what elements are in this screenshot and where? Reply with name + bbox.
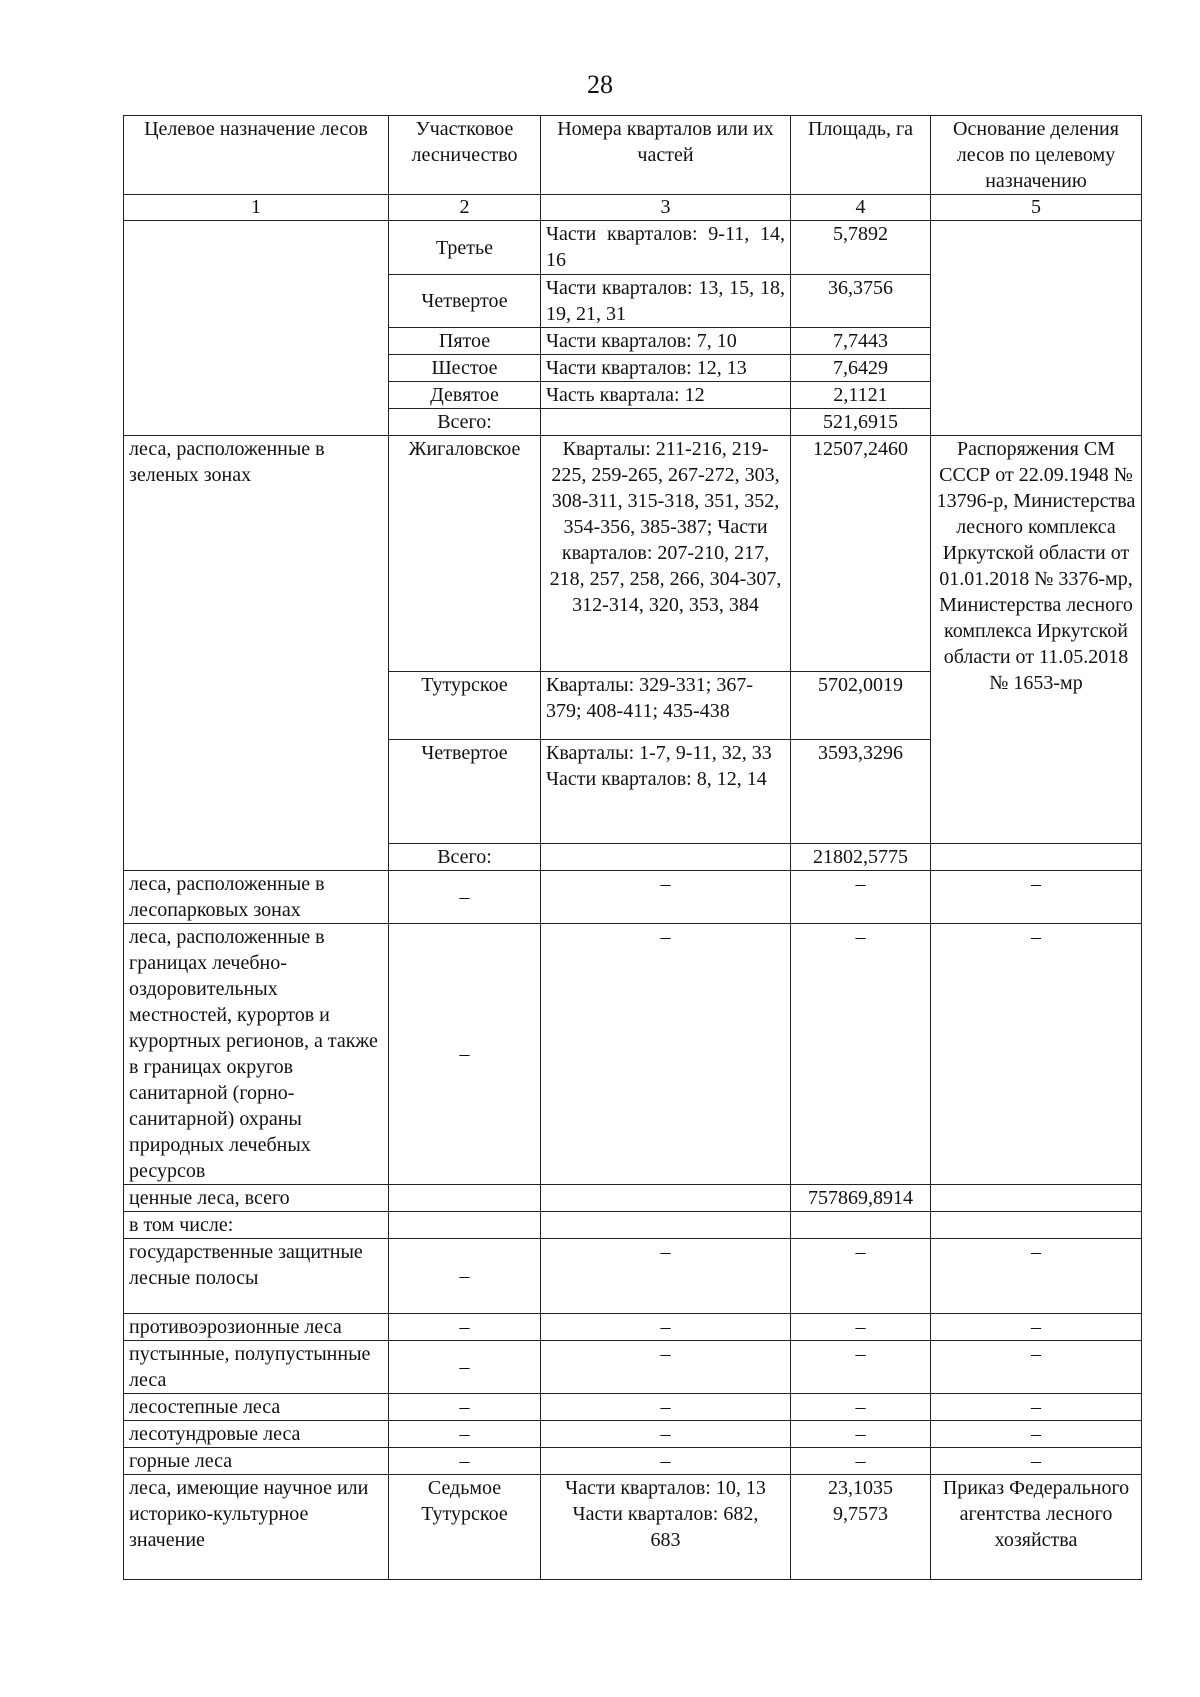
table-row bbox=[124, 1421, 1142, 1448]
forestry-cell: Жигаловское bbox=[389, 436, 541, 672]
column-number: 1 bbox=[124, 195, 389, 221]
purpose-cell: леса, имеющие научное или историко-культурное значение bbox=[124, 1475, 389, 1580]
dash-cell: – bbox=[389, 1239, 541, 1314]
dash-cell: – bbox=[791, 1239, 931, 1314]
table-row bbox=[124, 1394, 1142, 1421]
table-header-row bbox=[124, 116, 1142, 195]
column-numbers-row bbox=[124, 195, 1142, 221]
dash-cell: – bbox=[541, 871, 791, 924]
empty-cell bbox=[541, 409, 791, 436]
column-number: 4 bbox=[791, 195, 931, 221]
forestry-cell: Четвертое bbox=[389, 740, 541, 844]
dash-cell: – bbox=[389, 871, 541, 924]
dash-cell: – bbox=[541, 1314, 791, 1341]
basis-cell: Приказ Федерального агентства лесного хозяйства bbox=[931, 1475, 1142, 1580]
dash-cell: – bbox=[389, 1421, 541, 1448]
empty-cell bbox=[389, 1185, 541, 1212]
dash-cell: – bbox=[931, 1314, 1142, 1341]
forest-purpose-table bbox=[123, 115, 1142, 1580]
empty-cell bbox=[931, 844, 1142, 871]
dash-cell: – bbox=[791, 871, 931, 924]
table-row bbox=[124, 1185, 1142, 1212]
header-area: Площадь, га bbox=[791, 116, 931, 195]
quarters-cell: Части кварталов: 7, 10 bbox=[541, 328, 791, 355]
purpose-cell: горные леса bbox=[124, 1448, 389, 1475]
empty-cell bbox=[541, 844, 791, 871]
table-row bbox=[124, 1314, 1142, 1341]
purpose-cell: лесостепные леса bbox=[124, 1394, 389, 1421]
purpose-cell: лесотундровые леса bbox=[124, 1421, 389, 1448]
dash-cell: – bbox=[931, 1421, 1142, 1448]
quarters-cell: Кварталы: 211-216, 219-225, 259-265, 267-272, 303, 308-311, 315-318, 351, 352, 354-356, 385-387; Части кварталов: 207-210, 217, 218, 257, 258, 266, 304-307, 312-314, 320, 353, 384 bbox=[541, 436, 791, 672]
area-cell: 2,1121 bbox=[791, 382, 931, 409]
total-area: 21802,5775 bbox=[791, 844, 931, 871]
area-cell: 23,1035 bbox=[791, 1475, 931, 1502]
area-cell: 12507,2460 bbox=[791, 436, 931, 672]
quarters-cell: Часть квартала: 12 bbox=[541, 382, 791, 409]
dash-cell: – bbox=[541, 1448, 791, 1475]
area-cell: 5702,0019 bbox=[791, 672, 931, 740]
dash-cell: – bbox=[791, 924, 931, 1185]
header-purpose: Целевое назначение лесов bbox=[124, 116, 389, 195]
total-label: Всего: bbox=[389, 409, 541, 436]
table-row bbox=[124, 436, 1142, 672]
dash-cell: – bbox=[791, 1341, 931, 1394]
empty-cell bbox=[389, 1212, 541, 1239]
forestry-cell: Тутурское bbox=[389, 1501, 541, 1579]
page-number: 28 bbox=[587, 70, 613, 99]
header-basis: Основание деления лесов по целевому назначению bbox=[931, 116, 1142, 195]
dash-cell: – bbox=[931, 1341, 1142, 1394]
header-quarters: Номера кварталов или их частей bbox=[541, 116, 791, 195]
dash-cell: – bbox=[791, 1448, 931, 1475]
basis-cell: Распоряжения СМ СССР от 22.09.1948 № 13796-р, Министерства лесного комплекса Иркутской области от 01.01.2018 № 3376-мр, Министерства лесного комплекса Иркутской области от 11.05.2018 № 1653-мр bbox=[931, 436, 1142, 844]
purpose-cell: леса, расположенные в зеленых зонах bbox=[124, 436, 389, 871]
empty-cell bbox=[541, 1185, 791, 1212]
dash-cell: – bbox=[931, 871, 1142, 924]
forestry-cell: Пятое bbox=[389, 328, 541, 355]
dash-cell: – bbox=[389, 1341, 541, 1394]
purpose-cell: ценные леса, всего bbox=[124, 1185, 389, 1212]
dash-cell: – bbox=[389, 1394, 541, 1421]
area-cell: 5,7892 bbox=[791, 221, 931, 275]
empty-cell bbox=[791, 1212, 931, 1239]
total-area: 521,6915 bbox=[791, 409, 931, 436]
empty-cell bbox=[541, 1212, 791, 1239]
table-row bbox=[124, 871, 1142, 924]
area-cell: 3593,3296 bbox=[791, 740, 931, 844]
purpose-cell: леса, расположенные в лесопарковых зонах bbox=[124, 871, 389, 924]
table-row bbox=[124, 924, 1142, 1185]
table-row bbox=[124, 1475, 1142, 1502]
quarters-cell: Части кварталов: 10, 13 bbox=[541, 1475, 791, 1502]
quarters-cell: Части кварталов: 13, 15, 18, 19, 21, 31 bbox=[541, 275, 791, 328]
forestry-cell: Девятое bbox=[389, 382, 541, 409]
quarters-cell: Части кварталов: 682, 683 bbox=[541, 1501, 791, 1579]
forestry-cell: Шестое bbox=[389, 355, 541, 382]
area-cell: 7,7443 bbox=[791, 328, 931, 355]
table-row bbox=[124, 221, 1142, 275]
dash-cell: – bbox=[791, 1314, 931, 1341]
dash-cell: – bbox=[389, 1314, 541, 1341]
dash-cell: – bbox=[791, 1421, 931, 1448]
table-row bbox=[124, 1212, 1142, 1239]
table-row bbox=[124, 1341, 1142, 1394]
purpose-cell: государственные защитные лесные полосы bbox=[124, 1239, 389, 1314]
empty-cell bbox=[931, 1212, 1142, 1239]
quarters-cell: Кварталы: 329-331; 367-379; 408-411; 435-438 bbox=[541, 672, 791, 740]
dash-cell: – bbox=[389, 1448, 541, 1475]
dash-cell: – bbox=[541, 1394, 791, 1421]
dash-cell: – bbox=[541, 1341, 791, 1394]
dash-cell: – bbox=[541, 924, 791, 1185]
total-label: Всего: bbox=[389, 844, 541, 871]
quarters-cell: Части кварталов: 9-11, 14, 16 bbox=[541, 221, 791, 275]
table-row bbox=[124, 1448, 1142, 1475]
purpose-cell: противоэрозионные леса bbox=[124, 1314, 389, 1341]
purpose-cell: леса, расположенные в границах лечебно-оздоровительных местностей, курортов и курортных регионов, а также в границах округов санитарной (горно-санитарной) охраны природных лечебных ресурсов bbox=[124, 924, 389, 1185]
area-cell: 36,3756 bbox=[791, 275, 931, 328]
dash-cell: – bbox=[931, 924, 1142, 1185]
quarters-cell: Части кварталов: 12, 13 bbox=[541, 355, 791, 382]
dash-cell: – bbox=[931, 1394, 1142, 1421]
column-number: 2 bbox=[389, 195, 541, 221]
column-number: 3 bbox=[541, 195, 791, 221]
forestry-cell: Четвертое bbox=[389, 275, 541, 328]
area-cell: 9,7573 bbox=[791, 1501, 931, 1579]
forestry-cell: Третье bbox=[389, 221, 541, 275]
table-row bbox=[124, 1239, 1142, 1314]
purpose-cell-continued bbox=[124, 221, 389, 436]
quarters-cell: Кварталы: 1-7, 9-11, 32, 33 Части кварталов: 8, 12, 14 bbox=[541, 740, 791, 844]
area-cell: 7,6429 bbox=[791, 355, 931, 382]
basis-cell-continued bbox=[931, 221, 1142, 436]
purpose-cell: в том числе: bbox=[124, 1212, 389, 1239]
dash-cell: – bbox=[541, 1421, 791, 1448]
column-number: 5 bbox=[931, 195, 1142, 221]
dash-cell: – bbox=[389, 924, 541, 1185]
dash-cell: – bbox=[791, 1394, 931, 1421]
dash-cell: – bbox=[931, 1448, 1142, 1475]
header-forestry: Участковое лесничество bbox=[389, 116, 541, 195]
forestry-cell: Седьмое bbox=[389, 1475, 541, 1502]
purpose-cell: пустынные, полупустынные леса bbox=[124, 1341, 389, 1394]
dash-cell: – bbox=[931, 1239, 1142, 1314]
total-area: 757869,8914 bbox=[791, 1185, 931, 1212]
empty-cell bbox=[931, 1185, 1142, 1212]
forestry-cell: Тутурское bbox=[389, 672, 541, 740]
dash-cell: – bbox=[541, 1239, 791, 1314]
